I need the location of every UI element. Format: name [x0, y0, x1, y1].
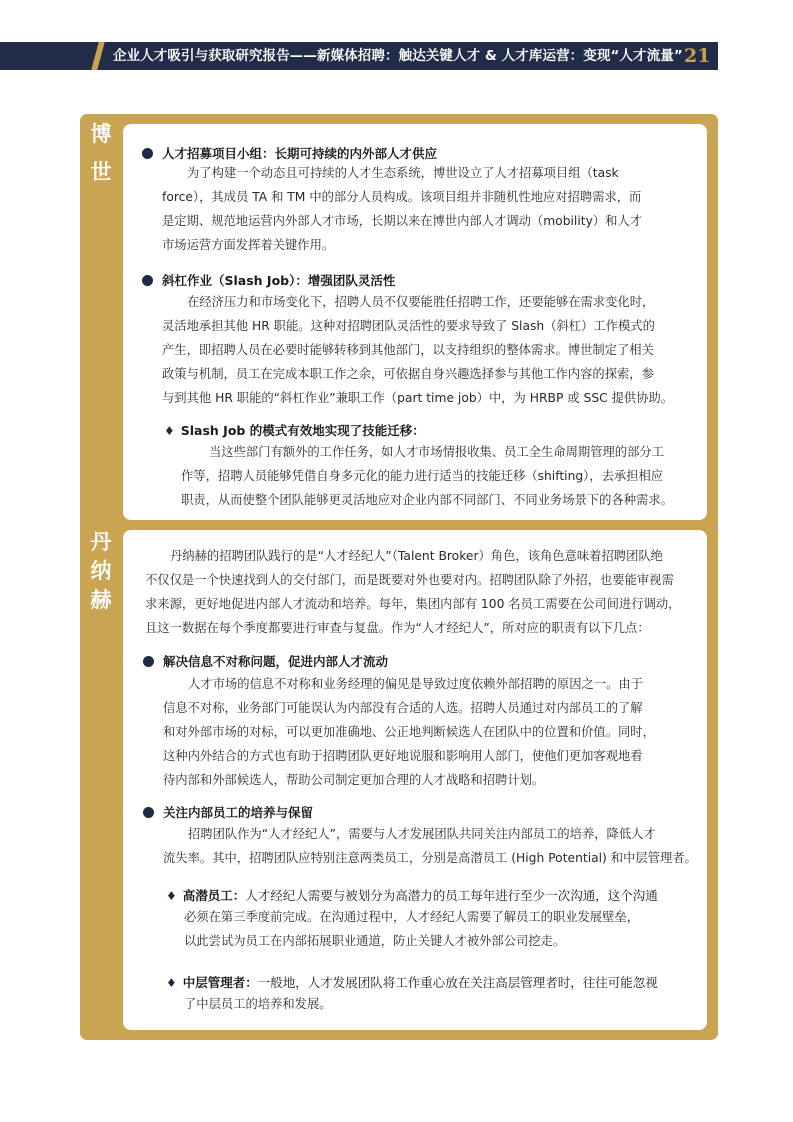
danaher-bullet-2-heading — [143, 804, 313, 822]
text-line: 了中层员工的培养和发展。 — [184, 997, 332, 1011]
diamond-bullet-icon: ♦ — [164, 424, 175, 438]
diamond-title: 高潜员工： — [182, 888, 246, 903]
text-line: force），其成员 TA 和 TM 中的部分人员构成。该项目组并非随机性地应对招聘需求，而 — [162, 190, 642, 204]
bullet-title: 解决信息不对称问题，促进内部人才流动 — [163, 654, 389, 669]
danaher-intro — [145, 544, 693, 640]
bosch-bullet-1-body — [162, 161, 690, 257]
text-line: 为了构建一个动态且可持续的人才生态系统，博世设立了人才招募项目组（task — [187, 166, 619, 180]
text-line: 且这一数据在每个季度都要进行审查与复盘。作为“人才经纪人”，所对应的职责有以下几点： — [145, 621, 650, 635]
text-line: 信息不对称，业务部门可能误认为内部没有合适的人选。招聘人员通过对内部员工的了解 — [163, 701, 643, 715]
report-title: 企业人才吸引与获取研究报告——新媒体招聘：触达关键人才 & 人才库运营：变现“人才流量” — [113, 48, 683, 64]
text-line: 人才市场的信息不对称和业务经理的偏见是导致过度依赖外部招聘的原因之一。由于 — [188, 677, 643, 691]
danaher-label-char: 赫 — [90, 588, 112, 612]
bosch-label-char: 博 — [90, 122, 112, 146]
danaher-bullet-1-heading — [143, 653, 388, 671]
danaher-bullet-2-body — [163, 822, 697, 870]
diamond-title: Slash Job 的模式有效地实现了技能迁移： — [180, 423, 425, 438]
bosch-label-char: 世 — [90, 160, 112, 184]
danaher-diamond-1-body — [184, 905, 692, 953]
text-line: 是定期、规范地运营内外部人才市场，长期以来在博世内部人才调动（mobility）和人才 — [162, 214, 643, 228]
text-line: 市场运营方面发挥着关键作用。 — [162, 238, 335, 252]
diamond-title: 中层管理者： — [182, 975, 258, 990]
bullet-dot-icon — [142, 148, 153, 159]
bullet-title: 关注内部员工的培养与保留 — [163, 805, 314, 820]
text-line: 灵活地承担其他 HR 职能。这种对招聘团队灵活性的要求导致了 Slash（斜杠）工作模式的 — [162, 319, 655, 333]
text-line: 必须在第三季度前完成。在沟通过程中，人才经纪人需要了解员工的职业发展壁垒， — [184, 910, 639, 924]
diamond-bullet-icon: ♦ — [166, 976, 177, 990]
text-line: 流失率。其中，招聘团队应特别注意两类员工，分别是高潜员工 (High Potential) 和中层管理者。 — [163, 851, 697, 865]
text-line: 和对外部市场的对标，可以更加准确地、公正地判断候选人在团队中的位置和价值。同时， — [163, 725, 655, 739]
danaher-label-char: 纳 — [90, 559, 112, 583]
bosch-bullet-2-body — [162, 290, 690, 410]
bullet-dot-icon — [143, 807, 154, 818]
diamond-bullet-icon: ♦ — [166, 889, 177, 903]
bosch-diamond-body — [181, 440, 693, 512]
text-line: 待内部和外部候选人，帮助公司制定更加合理的人才战略和招聘计划。 — [163, 773, 545, 787]
danaher-diamond-2-body — [184, 992, 692, 1016]
text-line: 不仅仅是一个快速找到人的交付部门，而是既要对外也要对内。招聘团队除了外招，也要能审视需 — [145, 573, 674, 587]
bullet-dot-icon — [142, 275, 153, 286]
danaher-diamond-2-heading — [166, 974, 658, 992]
danaher-label — [85, 528, 117, 615]
page-number: 21 — [684, 45, 711, 67]
text-line: 政策与机制，员工在完成本职工作之余，可依据自身兴趣选择参与其他工作内容的探索，参 — [162, 367, 654, 381]
text-line: 职责，从而使整个团队能够更灵活地应对企业内部不同部门、不同业务场景下的各种需求。 — [181, 493, 673, 507]
bosch-bullet-2-heading — [142, 272, 395, 290]
bullet-dot-icon — [143, 656, 154, 667]
text-line: 招聘团队作为“人才经纪人”，需要与人才发展团队共同关注内部员工的培养，降低人才 — [188, 827, 656, 841]
text-line: 这种内外结合的方式也有助于招聘团队更好地说服和影响用人部门，使他们更加客观地看 — [163, 749, 643, 763]
text-line: 与到其他 HR 职能的“斜杠作业”兼职工作（part time job）中，为 HRBP 或 SSC 提供协助。 — [162, 391, 674, 405]
text-line: 产生，即招聘人员在必要时能够转移到其他部门，以支持组织的整体需求。博世制定了相关 — [162, 343, 654, 357]
bullet-title: 斜杠作业（Slash Job）：增强团队灵活性 — [162, 273, 396, 288]
danaher-bullet-1-body — [163, 672, 693, 792]
danaher-diamond-1-heading — [166, 887, 658, 905]
danaher-label-char: 丹 — [90, 530, 112, 554]
text-line: 求来源，更好地促进内部人才流动和培养。每年，集团内部有 100 名员工需要在公司间进行调动， — [145, 597, 681, 611]
text-line: 作等，招聘人员能够凭借自身多元化的能力进行适当的技能迁移（shifting），去承担相应 — [181, 469, 664, 483]
text-line: 一般地，人才发展团队将工作重心放在关注高层管理者时，往往可能忽视 — [257, 975, 658, 990]
text-line: 丹纳赫的招聘团队践行的是“人才经纪人”（Talent Broker）角色，该角色意味着招聘团队绝 — [170, 549, 663, 563]
bosch-label — [85, 120, 117, 187]
text-line: 当这些部门有额外的工作任务，如人才市场情报收集、员工全生命周期管理的部分工 — [209, 445, 664, 459]
bullet-title: 人才招募项目小组：长期可持续的内外部人才供应 — [162, 146, 438, 161]
text-line: 在经济压力和市场变化下，招聘人员不仅要能胜任招聘工作，还要能够在需求变化时， — [187, 295, 655, 309]
bosch-diamond-heading — [164, 422, 425, 440]
text-line: 人才经纪人需要与被划分为高潜力的员工每年进行至少一次沟通，这个沟通 — [245, 888, 658, 903]
text-line: 以此尝试为员工在内部拓展职业通道，防止关键人才被外部公司挖走。 — [184, 934, 566, 948]
